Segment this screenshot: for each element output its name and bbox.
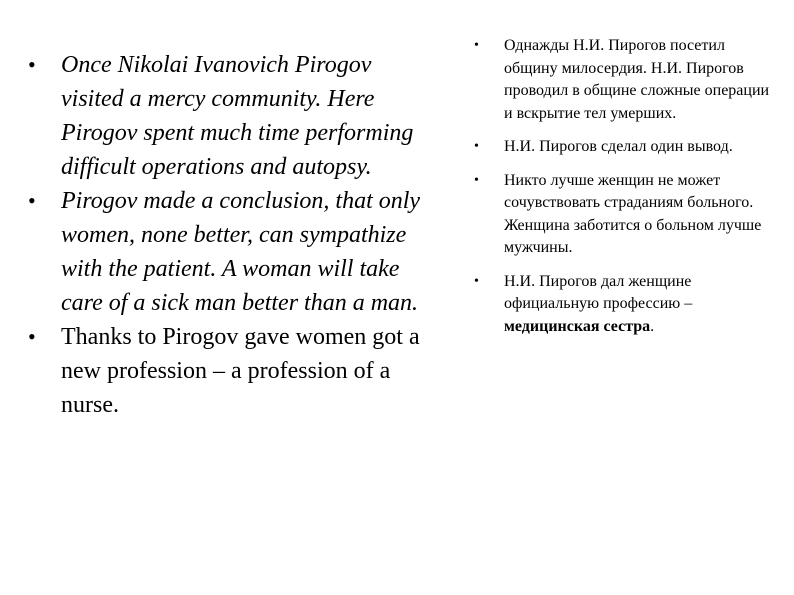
list-item-text: Thanks to Pirogov gave women got a new profession – a profession of a nurse. <box>61 324 420 418</box>
list-item-text-bold: медицинская сестра <box>504 317 651 335</box>
list-item <box>28 184 438 320</box>
list-item <box>470 170 780 260</box>
bullet-icon: • <box>474 139 479 154</box>
list-item-text-end: . <box>650 317 655 335</box>
list-item <box>470 136 780 159</box>
list-item-text-start: Н.И. Пирогов дал женщине официальную профессию – <box>504 272 693 312</box>
bullet-icon: • <box>474 273 479 289</box>
russian-bullet-list <box>470 35 780 349</box>
list-item <box>470 35 780 125</box>
bullet-icon: • <box>474 38 479 53</box>
list-item <box>28 320 438 422</box>
list-item-text: Н.И. Пирогов сделал один вывод. <box>504 138 733 155</box>
list-item-text: Никто лучше женщин не может сочувствовать страданиям больного. Женщина заботится о больном лучше мужчины. <box>504 171 762 256</box>
bullet-icon: • <box>28 324 36 349</box>
list-item <box>28 48 438 184</box>
english-bullet-list <box>28 48 438 422</box>
bullet-icon: • <box>28 52 36 77</box>
list-item-text: Pirogov made a conclusion, that only women, none better, can sympathize with the patient. A woman will take care of a sick man better than a man. <box>61 188 421 316</box>
bullet-icon: • <box>28 188 36 213</box>
list-item-text: Once Nikolai Ivanovich Pirogov visited a mercy community. Here Pirogov spent much time performing difficult operations and autopsy. <box>61 52 414 180</box>
bullet-icon: • <box>474 172 479 188</box>
list-item-text: Однажды Н.И. Пирогов посетил общину милосердия. Н.И. Пирогов проводил в общине сложные операции и вскрытие тел умерших. <box>504 37 770 122</box>
list-item <box>470 271 780 339</box>
